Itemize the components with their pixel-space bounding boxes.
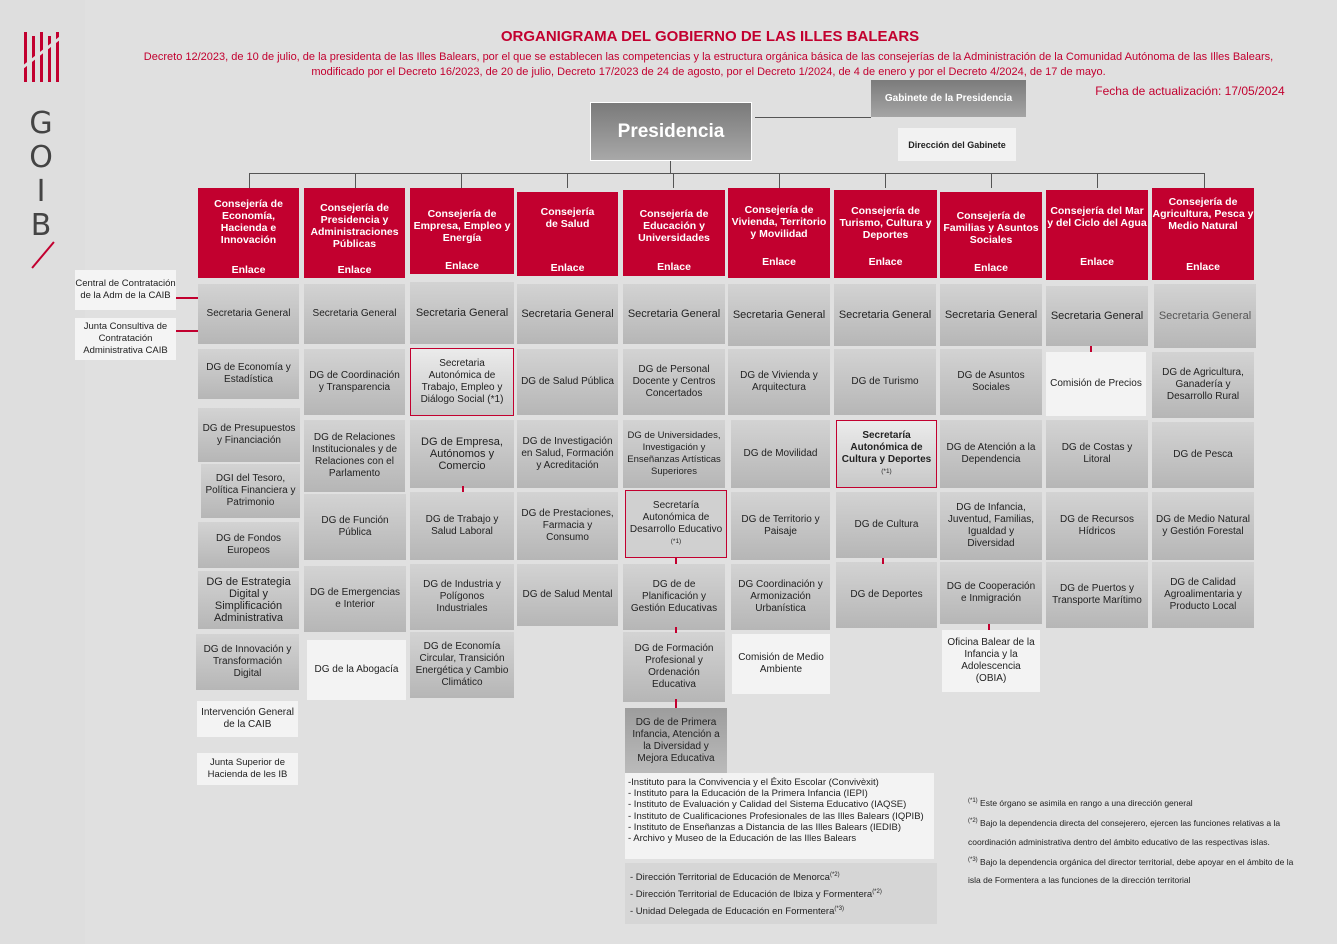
note-mark: (*1) xyxy=(968,798,978,804)
unit-box: DG de Turismo xyxy=(834,349,936,415)
unit-box: DG de Atención a la Dependencia xyxy=(940,420,1042,488)
connector xyxy=(176,297,198,299)
enlace-label: Enlace xyxy=(1080,256,1114,268)
logo-letter-o: O xyxy=(29,140,53,175)
department-name: Consejería del Mar y del Ciclo del Agua xyxy=(1047,205,1147,229)
list-item xyxy=(630,885,932,902)
unit-box: Comisión de Precios xyxy=(1046,352,1146,416)
enlace-label: Enlace xyxy=(868,256,903,268)
department-name: Consejería de Turismo, Cultura y Deportes xyxy=(839,205,932,241)
department-name: Consejería de Economía, Hacienda e Innovación xyxy=(214,198,283,246)
connector xyxy=(176,330,198,332)
unit-box: DG de Recursos Hídricos xyxy=(1046,492,1148,560)
unit-box: Secretaria General xyxy=(304,284,405,344)
unit-box: DG de Cooperación e Inmigración xyxy=(940,562,1042,624)
footnote-text: Este órgano se asimila en rango a una dirección general xyxy=(980,797,1193,808)
department-header xyxy=(198,188,299,278)
department-name: Consejería de Vivienda, Territorio y Movilidad xyxy=(731,204,827,240)
unit-box: DG de Asuntos Sociales xyxy=(940,349,1042,415)
unit-box: Secretaria Autonómica de Trabajo, Empleo y Diálogo Social (*1) xyxy=(410,348,514,416)
unit-box: DG de Industria y Polígonos Industriales xyxy=(410,564,514,630)
list-item-label: - Dirección Territorial de Educación de Menorca xyxy=(630,872,830,884)
cabinet-box: Gabinete de la Presidencia xyxy=(871,80,1026,117)
logo-letter-b: B xyxy=(30,208,52,243)
department-name: Consejería de Salud xyxy=(540,206,595,230)
decree-line-2: modificado por el Decreto 16/2023, de 20 de julio, Decreto 17/2023 de 24 de agosto, por el Decreto 1/2024, de 4 de enero y por el Decreto 4/2024, de 17 de mayo. xyxy=(311,66,1106,78)
unit-box: DG de Universidades, Investigación y Enseñanzas Artísticas Superiores xyxy=(623,420,725,488)
unit-box: DGI del Tesoro, Política Financiera y Patrimonio xyxy=(201,464,300,518)
connector xyxy=(673,173,674,188)
territorial-list xyxy=(625,863,937,924)
unit-box: Secretaria General xyxy=(410,282,514,344)
list-item-label: - Dirección Territorial de Educación de Ibiza y Formentera xyxy=(630,889,873,901)
unit-box: Comisión de Medio Ambiente xyxy=(732,634,830,694)
department-header xyxy=(517,192,618,276)
decree-line-1: Decreto 12/2023, de 10 de julio, de la presidenta de las Illes Balears, por el que se establecen las competencias y la estructura orgánica básica de las consejerías de la Administración de la Comunidad Autónoma de las Illes Balears, xyxy=(143,51,1274,63)
unit-box: DG de Investigación en Salud, Formación y Acreditación xyxy=(517,420,618,488)
unit-box: DG de Salud Pública xyxy=(517,349,618,415)
unit-box: DG de Economía Circular, Transición Energética y Cambio Climático xyxy=(410,632,514,698)
connector xyxy=(988,624,990,630)
connector xyxy=(1204,173,1205,188)
unit-box: Intervención General de la CAIB xyxy=(197,701,298,737)
unit-box: DG de Emergencias e Interior xyxy=(304,566,406,632)
note-mark: (*2) xyxy=(829,872,840,878)
footnote xyxy=(968,792,1308,812)
connector xyxy=(355,173,356,188)
unit-box: DG de Innovación y Transformación Digital xyxy=(196,634,299,690)
connector xyxy=(882,558,884,564)
unit-box: DG de Fondos Europeos xyxy=(198,522,299,568)
department-name: Consejería de Familias y Asuntos Sociales xyxy=(943,210,1039,246)
unit-box-secretaria-autonomica xyxy=(836,420,937,488)
connector xyxy=(567,173,568,188)
connector xyxy=(1090,346,1092,352)
enlace-label: Enlace xyxy=(762,256,796,268)
unit-box: Secretaria General xyxy=(1046,286,1148,346)
unit-box: DG de la Abogacía xyxy=(307,640,406,700)
unit-box: Oficina Balear de la Infancia y la Adolescencia (OBIA) xyxy=(942,630,1040,692)
unit-box: DG de de Planificación y Gestión Educativas xyxy=(623,564,725,630)
unit-box: DG de Cultura xyxy=(836,492,937,558)
enlace-label: Enlace xyxy=(550,262,585,274)
footnote-text: Bajo la dependencia orgánica del director territorial, debe apoyar en el ámbito de la isla de Formentera a las funciones de la dirección territorial xyxy=(968,856,1294,886)
connector xyxy=(779,173,780,188)
unit-box: Secretaria General xyxy=(517,284,618,344)
connector xyxy=(462,486,464,492)
unit-box: Secretaria General xyxy=(623,284,725,344)
connector xyxy=(249,173,250,188)
department-header xyxy=(623,190,725,276)
unit-box: Secretaria General xyxy=(728,284,830,346)
department-name: Consejería de Empresa, Empleo y Energía xyxy=(413,208,511,244)
unit-box: DG de Formación Profesional y Ordenación Educativa xyxy=(623,632,725,702)
decree-text xyxy=(100,50,1317,80)
unit-box: DG de Trabajo y Salud Laboral xyxy=(410,492,514,560)
unit-label: Secretaría Autonómica de Cultura y Deportes xyxy=(841,430,932,465)
list-item: - Instituto de Evaluación y Calidad del Sistema Educativo (IAQSE) xyxy=(628,799,907,811)
unit-box: Secretaria General xyxy=(834,284,936,346)
unit-box: DG de Agricultura, Ganadería y Desarrollo Rural xyxy=(1152,352,1254,418)
connector xyxy=(670,161,671,173)
side-box-junta-consultiva: Junta Consultiva de Contratación Administrativa CAIB xyxy=(75,318,176,360)
unit-box: DG de Infancia, Juventud, Familias, Igualdad y Diversidad xyxy=(940,492,1042,560)
list-item: - Instituto para la Educación de la Primera Infancia (IEPI) xyxy=(628,788,868,800)
unit-box: DG Coordinación y Armonización Urbanística xyxy=(731,564,830,630)
list-item xyxy=(630,868,932,885)
unit-box: Secretaria General xyxy=(940,284,1042,346)
connector xyxy=(675,627,677,633)
connector xyxy=(249,173,1205,174)
department-header xyxy=(940,192,1042,278)
connector xyxy=(755,117,871,118)
unit-box: DG de Territorio y Paisaje xyxy=(731,492,830,560)
unit-label: Secretaría Autonómica de Desarrollo Educativo xyxy=(629,500,723,535)
enlace-label: Enlace xyxy=(231,264,266,276)
unit-box: DG de Movilidad xyxy=(731,420,830,488)
department-header xyxy=(834,190,937,278)
unit-box: DG de Deportes xyxy=(836,562,937,628)
footnote xyxy=(968,812,1308,851)
footnotes xyxy=(968,792,1308,890)
side-box-central-contratacion: Central de Contratación de la Adm de la CAIB xyxy=(75,270,176,310)
footnote-text: Bajo la dependencia directa del consejerero, ejercen las funciones relativas a la coordinación administrativa dentro del ámbito educativo de las respectivas islas. xyxy=(968,818,1281,847)
unit-box: DG de Personal Docente y Centros Concertados xyxy=(623,349,725,415)
enlace-label: Enlace xyxy=(445,260,479,272)
note-mark: (*2) xyxy=(872,889,882,896)
unit-box: DG de Función Pública xyxy=(304,494,406,560)
department-name: Consejería de Presidencia y Administraciones Públicas xyxy=(310,202,399,250)
unit-box: DG de Presupuestos y Financiación xyxy=(198,408,300,462)
unit-box: DG de Puertos y Transporte Marítimo xyxy=(1046,562,1148,628)
unit-box: Secretaria General xyxy=(1154,284,1256,348)
note-mark: (*1) xyxy=(670,538,682,545)
cabinet-direction-box: Dirección del Gabinete xyxy=(898,128,1016,161)
note-mark: (*1) xyxy=(881,468,892,475)
unit-box: DG de de Primera Infancia, Atención a la Diversidad y Mejora Educativa xyxy=(625,708,727,774)
department-header xyxy=(1046,190,1148,280)
logo-letter-g: G xyxy=(29,106,53,141)
institutes-list xyxy=(625,773,934,859)
department-header xyxy=(728,188,830,278)
footnote xyxy=(968,851,1308,890)
enlace-label: Enlace xyxy=(657,261,691,273)
unit-box: DG de Salud Mental xyxy=(517,564,618,626)
enlace-label: Enlace xyxy=(1186,261,1220,273)
department-header xyxy=(1152,188,1254,280)
enlace-label: Enlace xyxy=(337,264,372,276)
unit-box: Secretaria General xyxy=(198,284,299,344)
unit-box: DG de Empresa, Autónomos y Comercio xyxy=(410,420,514,488)
unit-box: DG de Economía y Estadística xyxy=(198,349,299,399)
unit-box: DG de Calidad Agroalimentaria y Producto Local xyxy=(1152,562,1254,628)
update-date: Fecha de actualización: 17/05/2024 xyxy=(1095,84,1285,98)
presidency-box: Presidencia xyxy=(590,102,752,161)
list-item: - Instituto de Enseñanzas a Distancia de las Illes Balears (IEDIB) xyxy=(628,821,901,833)
unit-box: DG de Coordinación y Transparencia xyxy=(304,349,405,415)
department-name: Consejería de Educación y Universidades xyxy=(638,208,710,244)
logo-letter-i: I xyxy=(36,174,46,209)
unit-box: DG de Pesca xyxy=(1152,422,1254,488)
enlace-label: Enlace xyxy=(974,262,1008,274)
unit-box: DG de Costas y Litoral xyxy=(1046,420,1148,488)
list-item-label: - Unidad Delegada de Educación en Formentera xyxy=(630,906,835,918)
connector xyxy=(461,173,462,188)
list-item xyxy=(630,902,932,919)
connector xyxy=(675,558,677,564)
page-title: ORGANIGRAMA DEL GOBIERNO DE LAS ILLES BALEARS xyxy=(500,28,920,45)
unit-box: DG de Vivienda y Arquitectura xyxy=(728,349,830,415)
unit-box-secretaria-autonomica xyxy=(625,490,727,558)
unit-box: DG de Relaciones Institucionales y de Relaciones con el Parlamento xyxy=(304,420,405,492)
connector xyxy=(991,173,992,188)
connector xyxy=(885,173,886,188)
list-item: - Archivo y Museo de la Educación de las Illes Balears xyxy=(628,833,857,845)
list-item: -Instituto para la Convivencia y el Éxito Escolar (Convivèxit) xyxy=(628,777,879,788)
goib-emblem-icon xyxy=(22,32,62,84)
connector xyxy=(675,699,677,708)
list-item: - Instituto de Cualificaciones Profesionales de las Illes Balears (IQPIB) xyxy=(628,810,924,822)
note-mark: (*2) xyxy=(968,818,978,825)
note-mark: (*3) xyxy=(968,857,978,864)
department-header xyxy=(410,188,514,274)
unit-box: DG de Prestaciones, Farmacia y Consumo xyxy=(517,492,618,560)
unit-box: DG de Estrategia Digital y Simplificación Administrativa xyxy=(198,571,299,629)
department-name: Consejería de Agricultura, Pesca y Medio Natural xyxy=(1152,196,1254,232)
connector xyxy=(1097,173,1098,188)
unit-box: DG de Medio Natural y Gestión Forestal xyxy=(1152,492,1254,560)
unit-box: Junta Superior de Hacienda de les IB xyxy=(197,753,298,785)
department-header xyxy=(304,188,405,278)
note-mark: (*3) xyxy=(834,906,845,913)
